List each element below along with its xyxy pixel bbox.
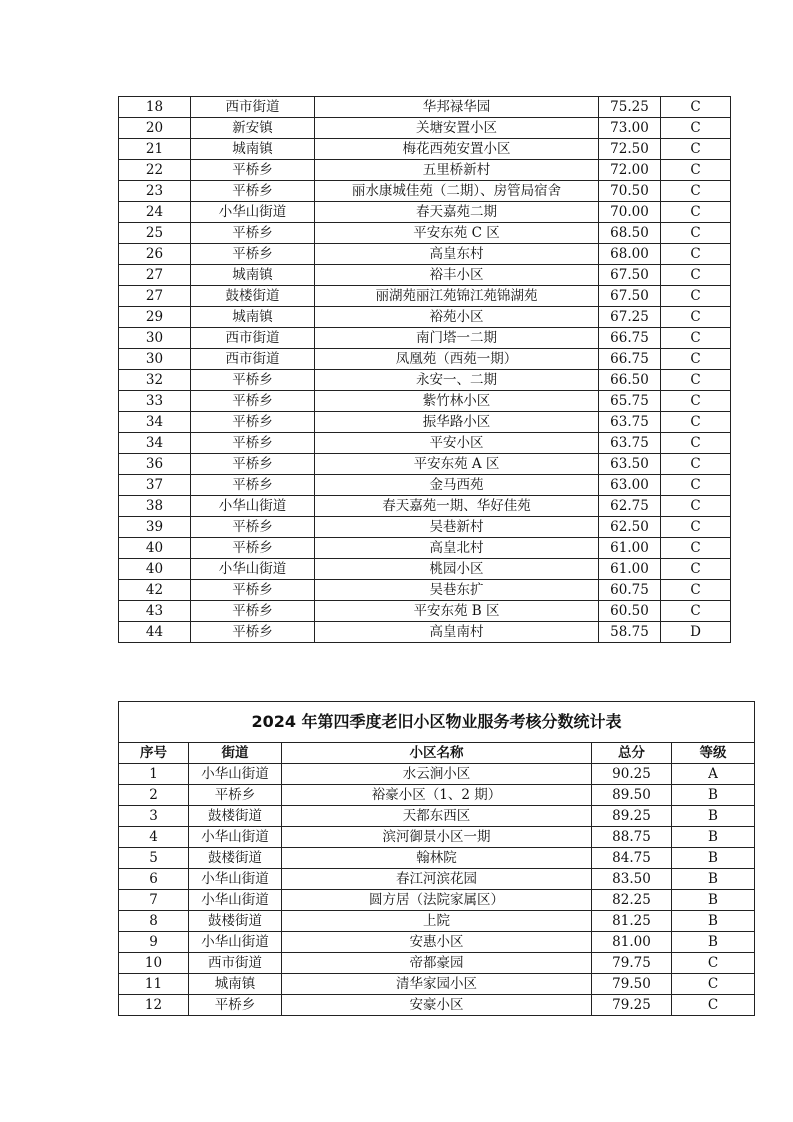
cell-street: 平桥乡 [191, 475, 315, 496]
cell-community: 丽水康城佳苑（二期）、房管局宿舍 [315, 181, 599, 202]
cell-index: 6 [119, 869, 189, 890]
score-table-body [119, 764, 755, 1016]
cell-grade: C [661, 391, 731, 412]
cell-community: 吴巷新村 [315, 517, 599, 538]
cell-score: 67.25 [599, 307, 661, 328]
cell-score: 62.75 [599, 496, 661, 517]
table-row [119, 538, 731, 559]
cell-community: 平安东苑 C 区 [315, 223, 599, 244]
table-row [119, 223, 731, 244]
cell-grade: C [661, 538, 731, 559]
cell-street: 平桥乡 [191, 244, 315, 265]
cell-score: 81.00 [592, 932, 672, 953]
cell-index: 29 [119, 307, 191, 328]
cell-score: 79.25 [592, 995, 672, 1016]
cell-score: 79.50 [592, 974, 672, 995]
cell-street: 西市街道 [191, 97, 315, 118]
cell-community: 吴巷东扩 [315, 580, 599, 601]
cell-street: 城南镇 [191, 307, 315, 328]
cell-community: 紫竹林小区 [315, 391, 599, 412]
cell-index: 30 [119, 349, 191, 370]
cell-grade: B [672, 827, 755, 848]
cell-community: 平安小区 [315, 433, 599, 454]
cell-community: 圆方居（法院家属区） [282, 890, 592, 911]
cell-community: 裕豪小区（1、2 期） [282, 785, 592, 806]
table-row [119, 118, 731, 139]
cell-score: 81.25 [592, 911, 672, 932]
cell-grade: B [672, 911, 755, 932]
cell-community: 安豪小区 [282, 995, 592, 1016]
table-row [119, 580, 731, 601]
cell-street: 西市街道 [191, 349, 315, 370]
header-community: 小区名称 [282, 743, 592, 764]
score-table-continued [118, 96, 731, 643]
cell-score: 70.00 [599, 202, 661, 223]
header-score: 总分 [592, 743, 672, 764]
cell-street: 平桥乡 [191, 181, 315, 202]
cell-score: 63.75 [599, 412, 661, 433]
table-row [119, 433, 731, 454]
table-row [119, 890, 755, 911]
cell-score: 90.25 [592, 764, 672, 785]
cell-grade: C [661, 244, 731, 265]
cell-street: 小华山街道 [191, 559, 315, 580]
cell-street: 城南镇 [189, 974, 282, 995]
table-row [119, 764, 755, 785]
cell-index: 7 [119, 890, 189, 911]
cell-community: 高皇北村 [315, 538, 599, 559]
cell-score: 84.75 [592, 848, 672, 869]
cell-street: 小华山街道 [189, 827, 282, 848]
cell-score: 65.75 [599, 391, 661, 412]
table-row [119, 496, 731, 517]
cell-score: 88.75 [592, 827, 672, 848]
cell-grade: C [661, 202, 731, 223]
cell-score: 62.50 [599, 517, 661, 538]
cell-grade: A [672, 764, 755, 785]
header-street: 街道 [189, 743, 282, 764]
cell-street: 西市街道 [189, 953, 282, 974]
cell-street: 小华山街道 [189, 890, 282, 911]
table-row [119, 953, 755, 974]
cell-index: 18 [119, 97, 191, 118]
cell-grade: C [661, 517, 731, 538]
table-row [119, 97, 731, 118]
table-row [119, 806, 755, 827]
cell-index: 24 [119, 202, 191, 223]
cell-grade: C [661, 139, 731, 160]
cell-grade: C [661, 181, 731, 202]
table-row [119, 328, 731, 349]
cell-community: 翰林院 [282, 848, 592, 869]
table-row [119, 202, 731, 223]
cell-street: 城南镇 [191, 139, 315, 160]
cell-index: 27 [119, 286, 191, 307]
cell-street: 小华山街道 [189, 932, 282, 953]
cell-score: 61.00 [599, 559, 661, 580]
cell-score: 72.50 [599, 139, 661, 160]
cell-street: 平桥乡 [191, 391, 315, 412]
cell-street: 平桥乡 [191, 370, 315, 391]
table-row [119, 601, 731, 622]
cell-index: 12 [119, 995, 189, 1016]
cell-grade: C [672, 974, 755, 995]
cell-community: 春天嘉苑二期 [315, 202, 599, 223]
cell-street: 小华山街道 [191, 496, 315, 517]
cell-community: 帝都豪园 [282, 953, 592, 974]
header-grade: 等级 [672, 743, 755, 764]
cell-street: 平桥乡 [191, 517, 315, 538]
cell-score: 79.75 [592, 953, 672, 974]
cell-street: 平桥乡 [189, 995, 282, 1016]
cell-index: 40 [119, 559, 191, 580]
table-row [119, 181, 731, 202]
cell-grade: C [661, 265, 731, 286]
cell-street: 小华山街道 [189, 764, 282, 785]
cell-street: 小华山街道 [189, 869, 282, 890]
cell-index: 20 [119, 118, 191, 139]
cell-street: 平桥乡 [191, 433, 315, 454]
cell-street: 平桥乡 [189, 785, 282, 806]
cell-index: 10 [119, 953, 189, 974]
cell-index: 1 [119, 764, 189, 785]
table-title: 2024 年第四季度老旧小区物业服务考核分数统计表 [119, 702, 755, 743]
table-row [119, 827, 755, 848]
table-row [119, 995, 755, 1016]
cell-score: 66.75 [599, 349, 661, 370]
cell-community: 高皇南村 [315, 622, 599, 643]
cell-street: 鼓楼街道 [189, 911, 282, 932]
score-table-body [119, 97, 731, 643]
cell-community: 上院 [282, 911, 592, 932]
cell-score: 82.25 [592, 890, 672, 911]
cell-index: 40 [119, 538, 191, 559]
table-row [119, 349, 731, 370]
cell-index: 34 [119, 433, 191, 454]
cell-index: 5 [119, 848, 189, 869]
cell-score: 68.50 [599, 223, 661, 244]
cell-index: 27 [119, 265, 191, 286]
cell-grade: B [672, 848, 755, 869]
cell-community: 永安一、二期 [315, 370, 599, 391]
cell-street: 平桥乡 [191, 601, 315, 622]
table-row [119, 869, 755, 890]
cell-community: 安惠小区 [282, 932, 592, 953]
cell-score: 61.00 [599, 538, 661, 559]
cell-grade: C [661, 433, 731, 454]
cell-index: 11 [119, 974, 189, 995]
cell-street: 平桥乡 [191, 538, 315, 559]
cell-index: 2 [119, 785, 189, 806]
cell-grade: B [672, 890, 755, 911]
cell-score: 58.75 [599, 622, 661, 643]
cell-street: 新安镇 [191, 118, 315, 139]
cell-score: 75.25 [599, 97, 661, 118]
cell-grade: C [661, 349, 731, 370]
cell-score: 60.50 [599, 601, 661, 622]
cell-community: 丽湖苑丽江苑锦江苑锦湖苑 [315, 286, 599, 307]
cell-street: 西市街道 [191, 328, 315, 349]
table-row [119, 265, 731, 286]
cell-street: 平桥乡 [191, 622, 315, 643]
table-row [119, 559, 731, 580]
cell-index: 4 [119, 827, 189, 848]
cell-community: 高皇东村 [315, 244, 599, 265]
cell-community: 春江河滨花园 [282, 869, 592, 890]
cell-community: 裕丰小区 [315, 265, 599, 286]
cell-index: 9 [119, 932, 189, 953]
cell-index: 38 [119, 496, 191, 517]
cell-community: 华邦禄华园 [315, 97, 599, 118]
cell-score: 66.75 [599, 328, 661, 349]
cell-community: 平安东苑 A 区 [315, 454, 599, 475]
cell-community: 天都东西区 [282, 806, 592, 827]
cell-score: 67.50 [599, 286, 661, 307]
cell-grade: B [672, 806, 755, 827]
cell-index: 3 [119, 806, 189, 827]
cell-street: 平桥乡 [191, 580, 315, 601]
table-row [119, 974, 755, 995]
cell-index: 30 [119, 328, 191, 349]
cell-community: 关塘安置小区 [315, 118, 599, 139]
cell-street: 城南镇 [191, 265, 315, 286]
cell-grade: C [661, 580, 731, 601]
q4-score-table [118, 701, 755, 1016]
cell-score: 70.50 [599, 181, 661, 202]
cell-grade: C [661, 601, 731, 622]
cell-grade: C [672, 953, 755, 974]
cell-grade: C [661, 307, 731, 328]
cell-index: 39 [119, 517, 191, 538]
cell-grade: D [661, 622, 731, 643]
cell-community: 梅花西苑安置小区 [315, 139, 599, 160]
table-row [119, 622, 731, 643]
cell-street: 平桥乡 [191, 454, 315, 475]
cell-score: 73.00 [599, 118, 661, 139]
cell-score: 63.50 [599, 454, 661, 475]
cell-street: 鼓楼街道 [189, 848, 282, 869]
cell-community: 南门塔一二期 [315, 328, 599, 349]
cell-score: 68.00 [599, 244, 661, 265]
cell-grade: C [661, 475, 731, 496]
cell-grade: C [661, 454, 731, 475]
table-row [119, 932, 755, 953]
header-row [119, 743, 755, 764]
cell-score: 67.50 [599, 265, 661, 286]
cell-grade: C [661, 496, 731, 517]
table-row [119, 286, 731, 307]
cell-grade: C [661, 370, 731, 391]
table-row [119, 517, 731, 538]
cell-index: 21 [119, 139, 191, 160]
cell-score: 63.00 [599, 475, 661, 496]
cell-grade: B [672, 932, 755, 953]
table-row [119, 391, 731, 412]
cell-index: 42 [119, 580, 191, 601]
cell-index: 34 [119, 412, 191, 433]
cell-community: 桃园小区 [315, 559, 599, 580]
cell-street: 平桥乡 [191, 223, 315, 244]
cell-community: 裕苑小区 [315, 307, 599, 328]
table-row [119, 412, 731, 433]
cell-grade: C [661, 223, 731, 244]
cell-community: 金马西苑 [315, 475, 599, 496]
table-row [119, 244, 731, 265]
cell-grade: C [661, 160, 731, 181]
header-index: 序号 [119, 743, 189, 764]
table-row [119, 139, 731, 160]
cell-street: 小华山街道 [191, 202, 315, 223]
cell-community: 春天嘉苑一期、华好佳苑 [315, 496, 599, 517]
cell-street: 鼓楼街道 [189, 806, 282, 827]
table-row [119, 307, 731, 328]
cell-street: 鼓楼街道 [191, 286, 315, 307]
cell-community: 水云涧小区 [282, 764, 592, 785]
cell-index: 32 [119, 370, 191, 391]
cell-index: 37 [119, 475, 191, 496]
cell-grade: C [672, 995, 755, 1016]
cell-score: 83.50 [592, 869, 672, 890]
cell-community: 凤凰苑（西苑一期） [315, 349, 599, 370]
cell-score: 72.00 [599, 160, 661, 181]
cell-community: 振华路小区 [315, 412, 599, 433]
table-row [119, 454, 731, 475]
cell-grade: C [661, 412, 731, 433]
table-row [119, 785, 755, 806]
cell-community: 五里桥新村 [315, 160, 599, 181]
cell-grade: C [661, 328, 731, 349]
cell-score: 66.50 [599, 370, 661, 391]
cell-grade: B [672, 869, 755, 890]
cell-index: 36 [119, 454, 191, 475]
cell-grade: C [661, 97, 731, 118]
cell-index: 43 [119, 601, 191, 622]
cell-index: 26 [119, 244, 191, 265]
cell-grade: B [672, 785, 755, 806]
cell-community: 清华家园小区 [282, 974, 592, 995]
cell-score: 63.75 [599, 433, 661, 454]
table-row [119, 160, 731, 181]
cell-index: 44 [119, 622, 191, 643]
table-row [119, 475, 731, 496]
table-row [119, 911, 755, 932]
cell-grade: C [661, 559, 731, 580]
cell-community: 平安东苑 B 区 [315, 601, 599, 622]
cell-index: 8 [119, 911, 189, 932]
cell-index: 23 [119, 181, 191, 202]
cell-community: 滨河御景小区一期 [282, 827, 592, 848]
table-row [119, 848, 755, 869]
cell-score: 60.75 [599, 580, 661, 601]
cell-index: 22 [119, 160, 191, 181]
cell-grade: C [661, 286, 731, 307]
table-row [119, 370, 731, 391]
cell-index: 25 [119, 223, 191, 244]
cell-score: 89.50 [592, 785, 672, 806]
cell-street: 平桥乡 [191, 160, 315, 181]
cell-street: 平桥乡 [191, 412, 315, 433]
cell-grade: C [661, 118, 731, 139]
cell-score: 89.25 [592, 806, 672, 827]
cell-index: 33 [119, 391, 191, 412]
